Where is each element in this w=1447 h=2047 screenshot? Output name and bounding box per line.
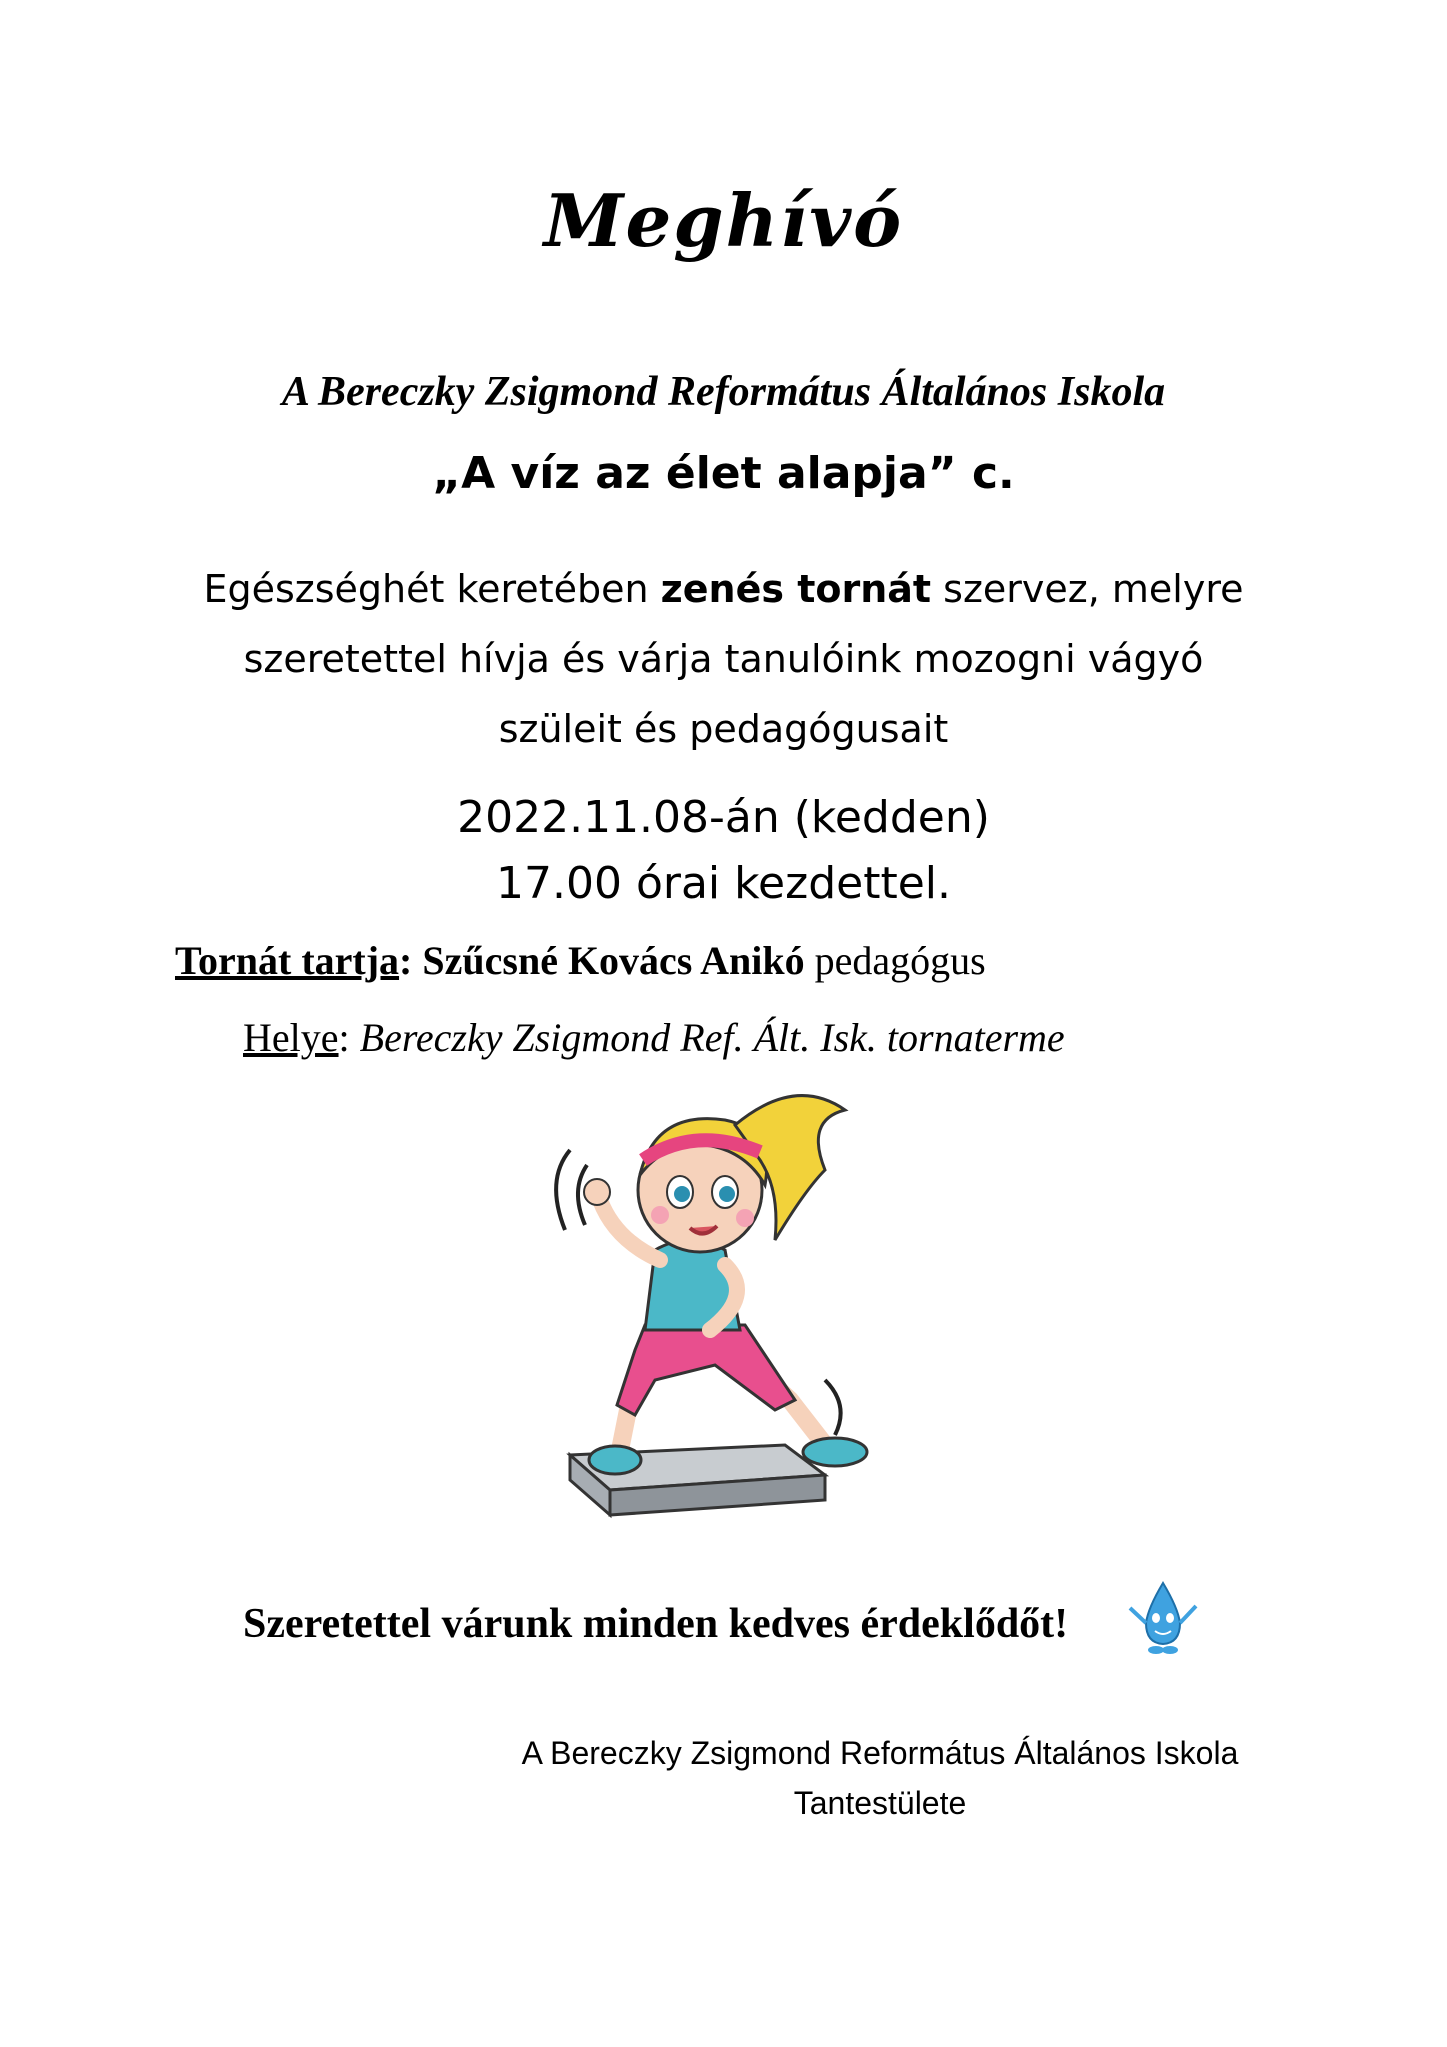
page-title: Meghívó <box>543 178 904 263</box>
event-date <box>0 785 1447 917</box>
place-value: Bereczky Zsigmond Ref. Ált. Isk. tornaterme <box>349 1015 1065 1060</box>
presenter-line <box>175 937 986 984</box>
presenter-name: Szűcsné Kovács Anikó <box>412 938 805 983</box>
place-label: Helye <box>243 1015 339 1060</box>
place-colon: : <box>338 1015 350 1060</box>
invitation-line-1-end: szervez, melyre <box>931 567 1244 611</box>
aerobics-girl-illustration <box>525 1080 955 1540</box>
signature <box>470 1728 1290 1828</box>
signature-school: A Bereczky Zsigmond Református Általános Iskola <box>521 1735 1239 1771</box>
presenter-label: Tornát tartja <box>175 938 400 983</box>
closing-message: Szeretettel várunk minden kedves érdeklődőt! <box>243 1601 1069 1647</box>
invitation-line-2: szeretettel hívja és várja tanulóink mozogni vágyó <box>243 637 1204 681</box>
water-drop-mascot-icon <box>1118 1578 1208 1658</box>
event-title: „A víz az élet alapja” c. <box>432 448 1015 499</box>
place-line <box>243 1014 1065 1061</box>
presenter-colon: : <box>399 938 413 983</box>
invitation-line-1 <box>0 554 1447 624</box>
event-date-line: 2022.11.08-án (kedden) <box>457 792 990 843</box>
school-name: A Bereczky Zsigmond Református Általános Iskola <box>281 369 1166 415</box>
invitation-line-1-start: Egészséghét keretében <box>203 567 661 611</box>
invitation-line-3: szüleit és pedagógusait <box>498 707 949 751</box>
signature-staff: Tantestülete <box>793 1785 967 1821</box>
presenter-role: pedagógus <box>804 938 986 983</box>
invitation-line-1-bold: zenés tornát <box>660 567 932 611</box>
invitation-text <box>0 554 1447 764</box>
event-time-line: 17.00 órai kezdettel. <box>496 858 951 909</box>
